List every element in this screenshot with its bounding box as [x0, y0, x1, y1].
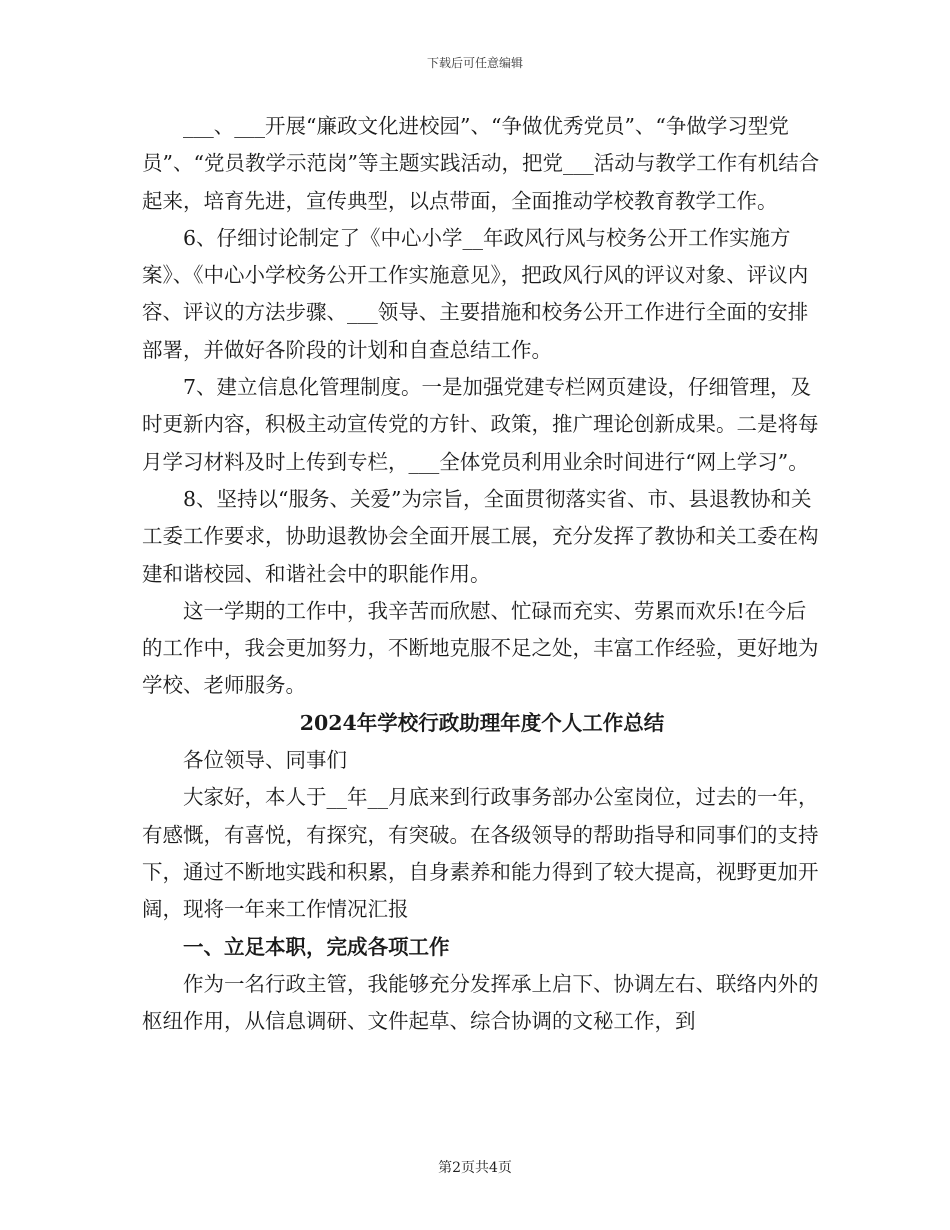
paragraph-item-7: 7、建立信息化管理制度。一是加强党建专栏网页建设，仔细管理，及时更新内容，积极主动宣传党的方针、政策，推广理论创新成果。二是将每月学习材料及时上传到专栏，___全体党员利用业余时间进行“网上学习”。	[142, 375, 819, 474]
greeting: 各位领导、同事们	[183, 748, 347, 773]
header-note: 下载后可任意编辑	[426, 56, 523, 70]
section-heading-1: 一、立足本职，完成各项工作	[183, 934, 450, 959]
paragraph-semester-closing: 这一学期的工作中，我辛苦而欣慰、忙碌而充实、劳累而欢乐!在今后的工作中，我会更加努力，不断地克服不足之处，丰富工作经验，更好地为学校、老师服务。	[142, 598, 819, 698]
document-body	[142, 108, 822, 1040]
document-title: 2024年学校行政助理年度个人工作总结	[299, 710, 665, 735]
page-number: 第2页共4页	[438, 1160, 512, 1176]
paragraph-role-description: 作为一名行政主管，我能够充分发挥承上启下、协调左右、联络内外的枢纽作用，从信息调研、文件起草、综合协调的文秘工作，到	[142, 971, 819, 1034]
paragraph-item-8: 8、坚持以“服务、关爱”为宗旨，全面贯彻落实省、市、县退教协和关工委工作要求，协助退教协会全面开展工展，充分发挥了教协和关工委在构建和谐校园、和谐社会中的职能作用。	[142, 486, 819, 586]
paragraph-item-6: 6、仔细讨论制定了《中心小学__年政风行风与校务公开工作实施方案》、《中心小学校务公开工作实施意见》，把政风行风的评议对象、评议内容、评议的方法步骤、___领导、主要措施和校务公开工作进行全面的安排部署，并做好各阶段的计划和自查总结工作。	[142, 225, 809, 362]
paragraph-practice-activities: ___、___开展“廉政文化进校园”、“争做优秀党员”、“争做学习型党员”、“党员教学示范岗”等主题实践活动，把党___活动与教学工作有机结合起来，培育先进，宣传典型，以点带面，全面推动学校教育教学工作。	[142, 114, 820, 213]
paragraph-introduction: 大家好，本人于__年__月底来到行政事务部办公室岗位，过去的一年，有感慨，有喜悦，有探究，有突破。在各级领导的帮助指导和同事们的支持下，通过不断地实践和积累，自身素养和能力得到了较大提高，视野更加开阔，现将一年来工作情况汇报	[142, 785, 819, 922]
